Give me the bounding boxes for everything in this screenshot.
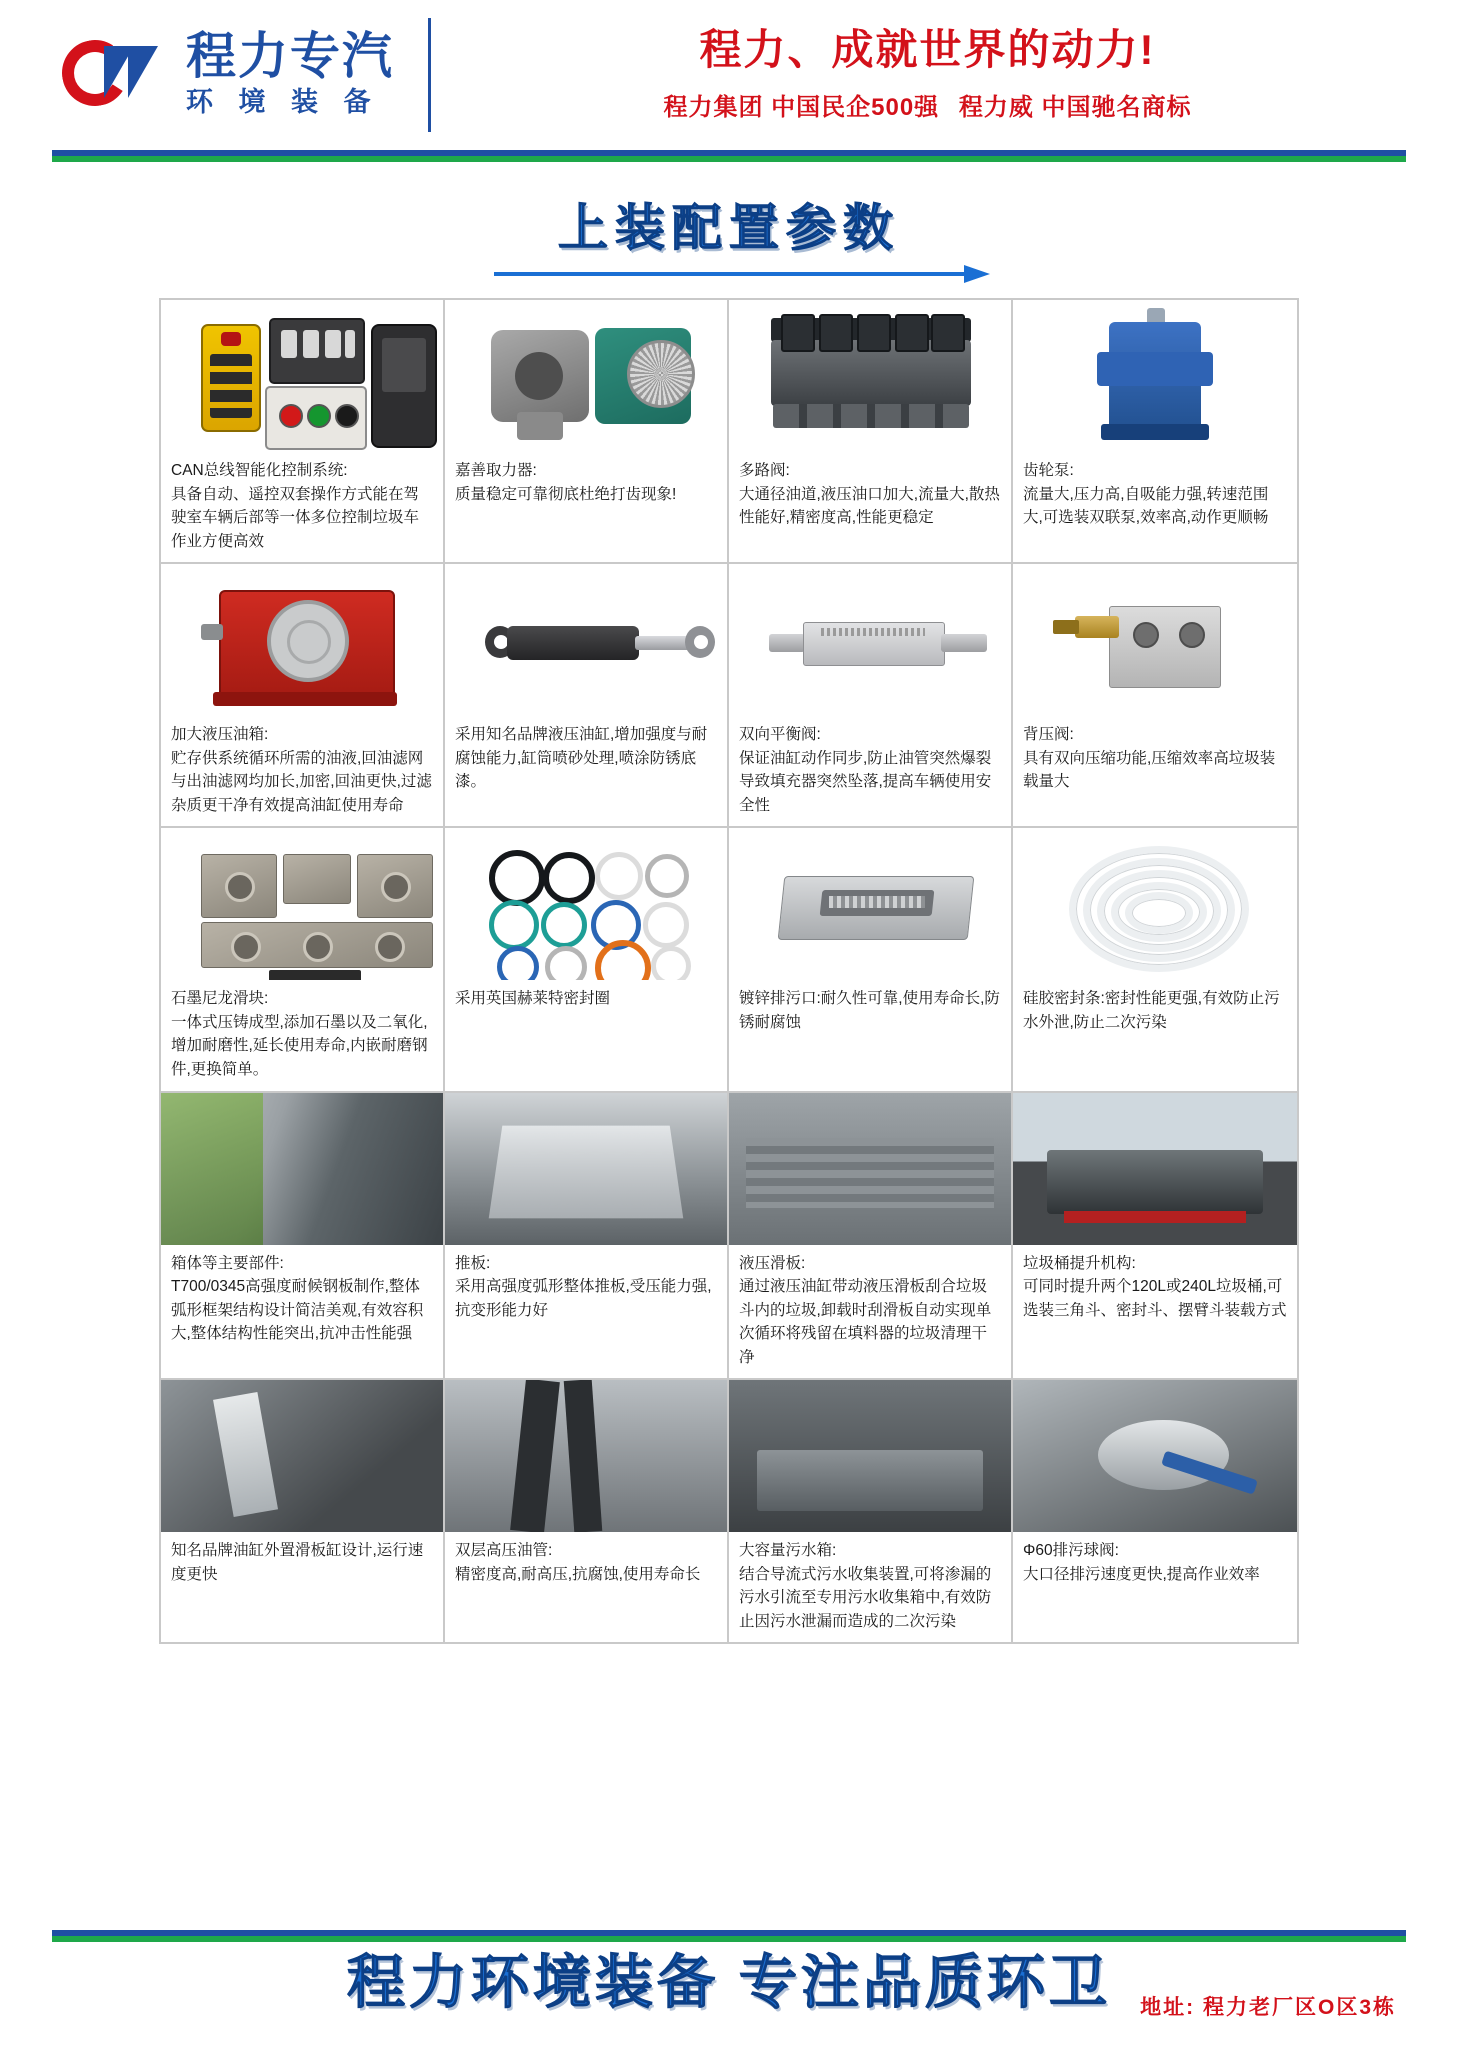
spec-row <box>161 300 1297 564</box>
company-logo <box>60 30 394 120</box>
spec-cell-multi-way-valve <box>729 300 1013 564</box>
spec-cell-text <box>161 452 443 562</box>
spec-cell-silicone-seal <box>1013 828 1297 1092</box>
spec-cell-text <box>729 452 1011 562</box>
spec-cell-gear-pump <box>1013 300 1297 564</box>
spec-cell-can-bus <box>161 300 445 564</box>
spec-cell-tank-body <box>161 1093 445 1381</box>
spec-row <box>161 1093 1297 1381</box>
spec-cell-text <box>729 716 1011 826</box>
graphite-nylon-slider-image <box>161 828 443 980</box>
page-footer <box>0 1930 1458 2062</box>
spec-cell-balance-valve <box>729 564 1013 828</box>
spec-cell-oil-tank <box>161 564 445 828</box>
spec-title: 齿轮泵: <box>1023 462 1074 479</box>
slogan-sub <box>657 87 1197 122</box>
logo-subtitle: 环 境 装 备 <box>186 86 380 117</box>
hydraulic-slide-plate-photo-image <box>729 1093 1011 1245</box>
spec-title: 双向平衡阀: <box>739 726 821 744</box>
spec-desc: 贮存供系统循环所需的油液,回油滤网与出油滤网均加长,加密,回油更快,过滤杂质更干净有效提高油缸使用寿命 <box>171 749 432 814</box>
spec-title: 石墨尼龙滑块: <box>171 990 269 1008</box>
slogan-sub-2: 程力威 中国驰名商标 <box>958 93 1192 121</box>
footer-rule <box>52 1930 1406 1942</box>
header-slogan-block <box>457 24 1398 126</box>
spec-desc: 大通径油道,液压油口加大,流量大,散热性能好,精密度高,性能更稳定 <box>739 485 1000 527</box>
spec-title: 推板: <box>455 1254 491 1272</box>
spec-row <box>161 564 1297 828</box>
tank-body-photo-image <box>161 1093 443 1245</box>
can-bus-control-system-image <box>161 300 443 452</box>
spec-desc: 一体式压铸成型,添加石墨以及二氧化,增加耐磨性,延长使用寿命,内嵌耐磨钢件,更换简单。 <box>171 1013 428 1079</box>
spec-desc: 可同时提升两个120L或240L垃圾桶,可选装三角斗、密封斗、摆臂斗装载方式 <box>1023 1278 1287 1319</box>
spec-desc: 采用英国赫莱特密封圈 <box>455 990 611 1008</box>
spec-cell-external-slide-cylinder <box>161 1380 445 1642</box>
spec-row <box>161 1380 1297 1642</box>
spec-row <box>161 828 1297 1092</box>
spec-cell-text <box>1013 452 1297 562</box>
spec-cell-text <box>445 1532 727 1642</box>
footer-main <box>0 1950 1458 2017</box>
footer-rule-green <box>52 1936 1406 1942</box>
spec-cell-text <box>445 716 727 826</box>
spec-desc: 结合导流式污水收集装置,可将渗漏的污水引流至专用污水收集箱中,有效防止因污水泄漏而造成的二次污染 <box>739 1565 992 1630</box>
spec-cell-text <box>1013 1245 1297 1379</box>
push-plate-photo-image <box>445 1093 727 1245</box>
silicone-seal-strip-image <box>1013 828 1297 980</box>
spec-desc: 硅胶密封条:密封性能更强,有效防止污水外泄,防止二次污染 <box>1023 990 1280 1031</box>
spec-cell-drain-ball-valve <box>1013 1380 1297 1642</box>
spec-cell-drain-port <box>729 828 1013 1092</box>
logo-text <box>186 30 394 120</box>
spec-cell-text <box>729 1245 1011 1379</box>
sewage-tank-photo-image <box>729 1380 1011 1532</box>
spec-cell-text <box>445 1245 727 1379</box>
spec-cell-text <box>1013 716 1297 826</box>
spec-desc: 镀锌排污口:耐久性可靠,使用寿命长,防锈耐腐蚀 <box>739 990 1000 1031</box>
spec-cell-double-layer-hose <box>445 1380 729 1642</box>
spec-title: 大容量污水箱: <box>739 1542 837 1560</box>
spec-desc: 具有双向压缩功能,压缩效率高垃圾装载量大 <box>1023 749 1276 791</box>
spec-cell-text <box>1013 980 1297 1090</box>
spec-desc: 保证油缸动作同步,防止油管突然爆裂导致填充器突然坠落,提高车辆使用安全性 <box>739 749 992 814</box>
hydraulic-oil-tank-image <box>161 564 443 716</box>
spec-desc: 采用知名品牌液压油缸,增加强度与耐腐蚀能力,缸筒喷砂处理,喷涂防锈底漆。 <box>455 726 708 791</box>
bin-lifter-photo-image <box>1013 1093 1297 1245</box>
header-rule-green <box>52 156 1406 162</box>
spec-title: 加大液压油箱: <box>171 726 269 744</box>
footer-address: 地址: 程力老厂区O区3栋 <box>1140 1995 1396 2019</box>
power-take-off-image <box>445 300 727 452</box>
logo-mark-icon <box>60 34 172 116</box>
title-underline-arrow <box>494 272 964 276</box>
section-title-wrap <box>0 188 1458 276</box>
spec-title: CAN总线智能化控制系统: <box>171 462 348 479</box>
spec-grid <box>159 298 1299 1644</box>
spec-cell-text <box>161 716 443 826</box>
spec-cell-bin-lifter <box>1013 1093 1297 1381</box>
spec-cell-text <box>445 980 727 1090</box>
spec-title: 双层高压油管: <box>455 1542 553 1560</box>
spec-desc: 大口径排污速度更快,提高作业效率 <box>1023 1565 1260 1583</box>
spec-desc: 知名品牌油缸外置滑板缸设计,运行速度更快 <box>171 1542 424 1583</box>
seal-rings-image <box>445 828 727 980</box>
slogan-sub-1: 程力集团 中国民企500强 <box>663 93 940 121</box>
spec-cell-hydraulic-slide-plate <box>729 1093 1013 1381</box>
spec-cell-text <box>1013 1532 1297 1642</box>
hydraulic-cylinder-image <box>445 564 727 716</box>
spec-cell-text <box>161 1532 443 1642</box>
multi-way-valve-image <box>729 300 1011 452</box>
double-layer-hose-photo-image <box>445 1380 727 1532</box>
footer-title: 程力环境装备 专注品质环卫 <box>346 1950 1112 2015</box>
galvanized-drain-port-image <box>729 828 1011 980</box>
header-rule <box>52 150 1406 162</box>
spec-cell-text <box>729 980 1011 1090</box>
spec-desc: 流量大,压力高,自吸能力强,转速范围大,可选装双联泵,效率高,动作更顺畅 <box>1023 485 1269 527</box>
page-title: 上装配置参数 <box>558 200 900 256</box>
logo-title: 程力专汽 <box>186 28 394 85</box>
slogan-main: 程力、成就世界的动力! <box>699 26 1156 74</box>
spec-title: 嘉善取力器: <box>455 462 537 479</box>
spec-cell-text <box>445 452 727 562</box>
spec-desc: 具备自动、遥控双套操作方式能在驾驶室车辆后部等一体多位控制垃圾车作业方便高效 <box>171 485 420 550</box>
page-header <box>0 0 1458 150</box>
bidirectional-balance-valve-image <box>729 564 1011 716</box>
spec-title: 液压滑板: <box>739 1254 806 1272</box>
gear-pump-image <box>1013 300 1297 452</box>
spec-title: Φ60排污球阀: <box>1023 1542 1119 1560</box>
back-pressure-valve-image <box>1013 564 1297 716</box>
spec-cell-graphite-slider <box>161 828 445 1092</box>
spec-title: 背压阀: <box>1023 726 1074 744</box>
spec-cell-text <box>729 1532 1011 1642</box>
spec-cell-seal-rings <box>445 828 729 1092</box>
header-divider <box>428 18 431 132</box>
spec-desc: 通过液压油缸带动液压滑板刮合垃圾斗内的垃圾,卸载时刮滑板自动实现单次循环将残留在填料器的垃圾清理干净 <box>739 1278 992 1366</box>
spec-title: 垃圾桶提升机构: <box>1023 1254 1136 1272</box>
spec-title: 箱体等主要部件: <box>171 1254 284 1272</box>
spec-cell-text <box>161 1245 443 1379</box>
external-slide-cylinder-photo-image <box>161 1380 443 1532</box>
spec-cell-back-pressure-valve <box>1013 564 1297 828</box>
spec-cell-text <box>161 980 443 1090</box>
spec-desc: 采用高强度弧形整体推板,受压能力强,抗变形能力好 <box>455 1278 712 1319</box>
spec-desc: 精密度高,耐高压,抗腐蚀,使用寿命长 <box>455 1565 701 1583</box>
spec-cell-pto <box>445 300 729 564</box>
spec-cell-hydraulic-cylinder <box>445 564 729 828</box>
spec-title: 多路阀: <box>739 462 790 479</box>
spec-desc: 质量稳定可靠彻底杜绝打齿现象! <box>455 485 677 503</box>
spec-cell-sewage-tank <box>729 1380 1013 1642</box>
spec-desc: T700/0345高强度耐候钢板制作,整体弧形框架结构设计简洁美观,有效容积大,整体结构性能突出,抗冲击性能强 <box>171 1278 424 1343</box>
drain-ball-valve-photo-image <box>1013 1380 1297 1532</box>
spec-cell-push-plate <box>445 1093 729 1381</box>
